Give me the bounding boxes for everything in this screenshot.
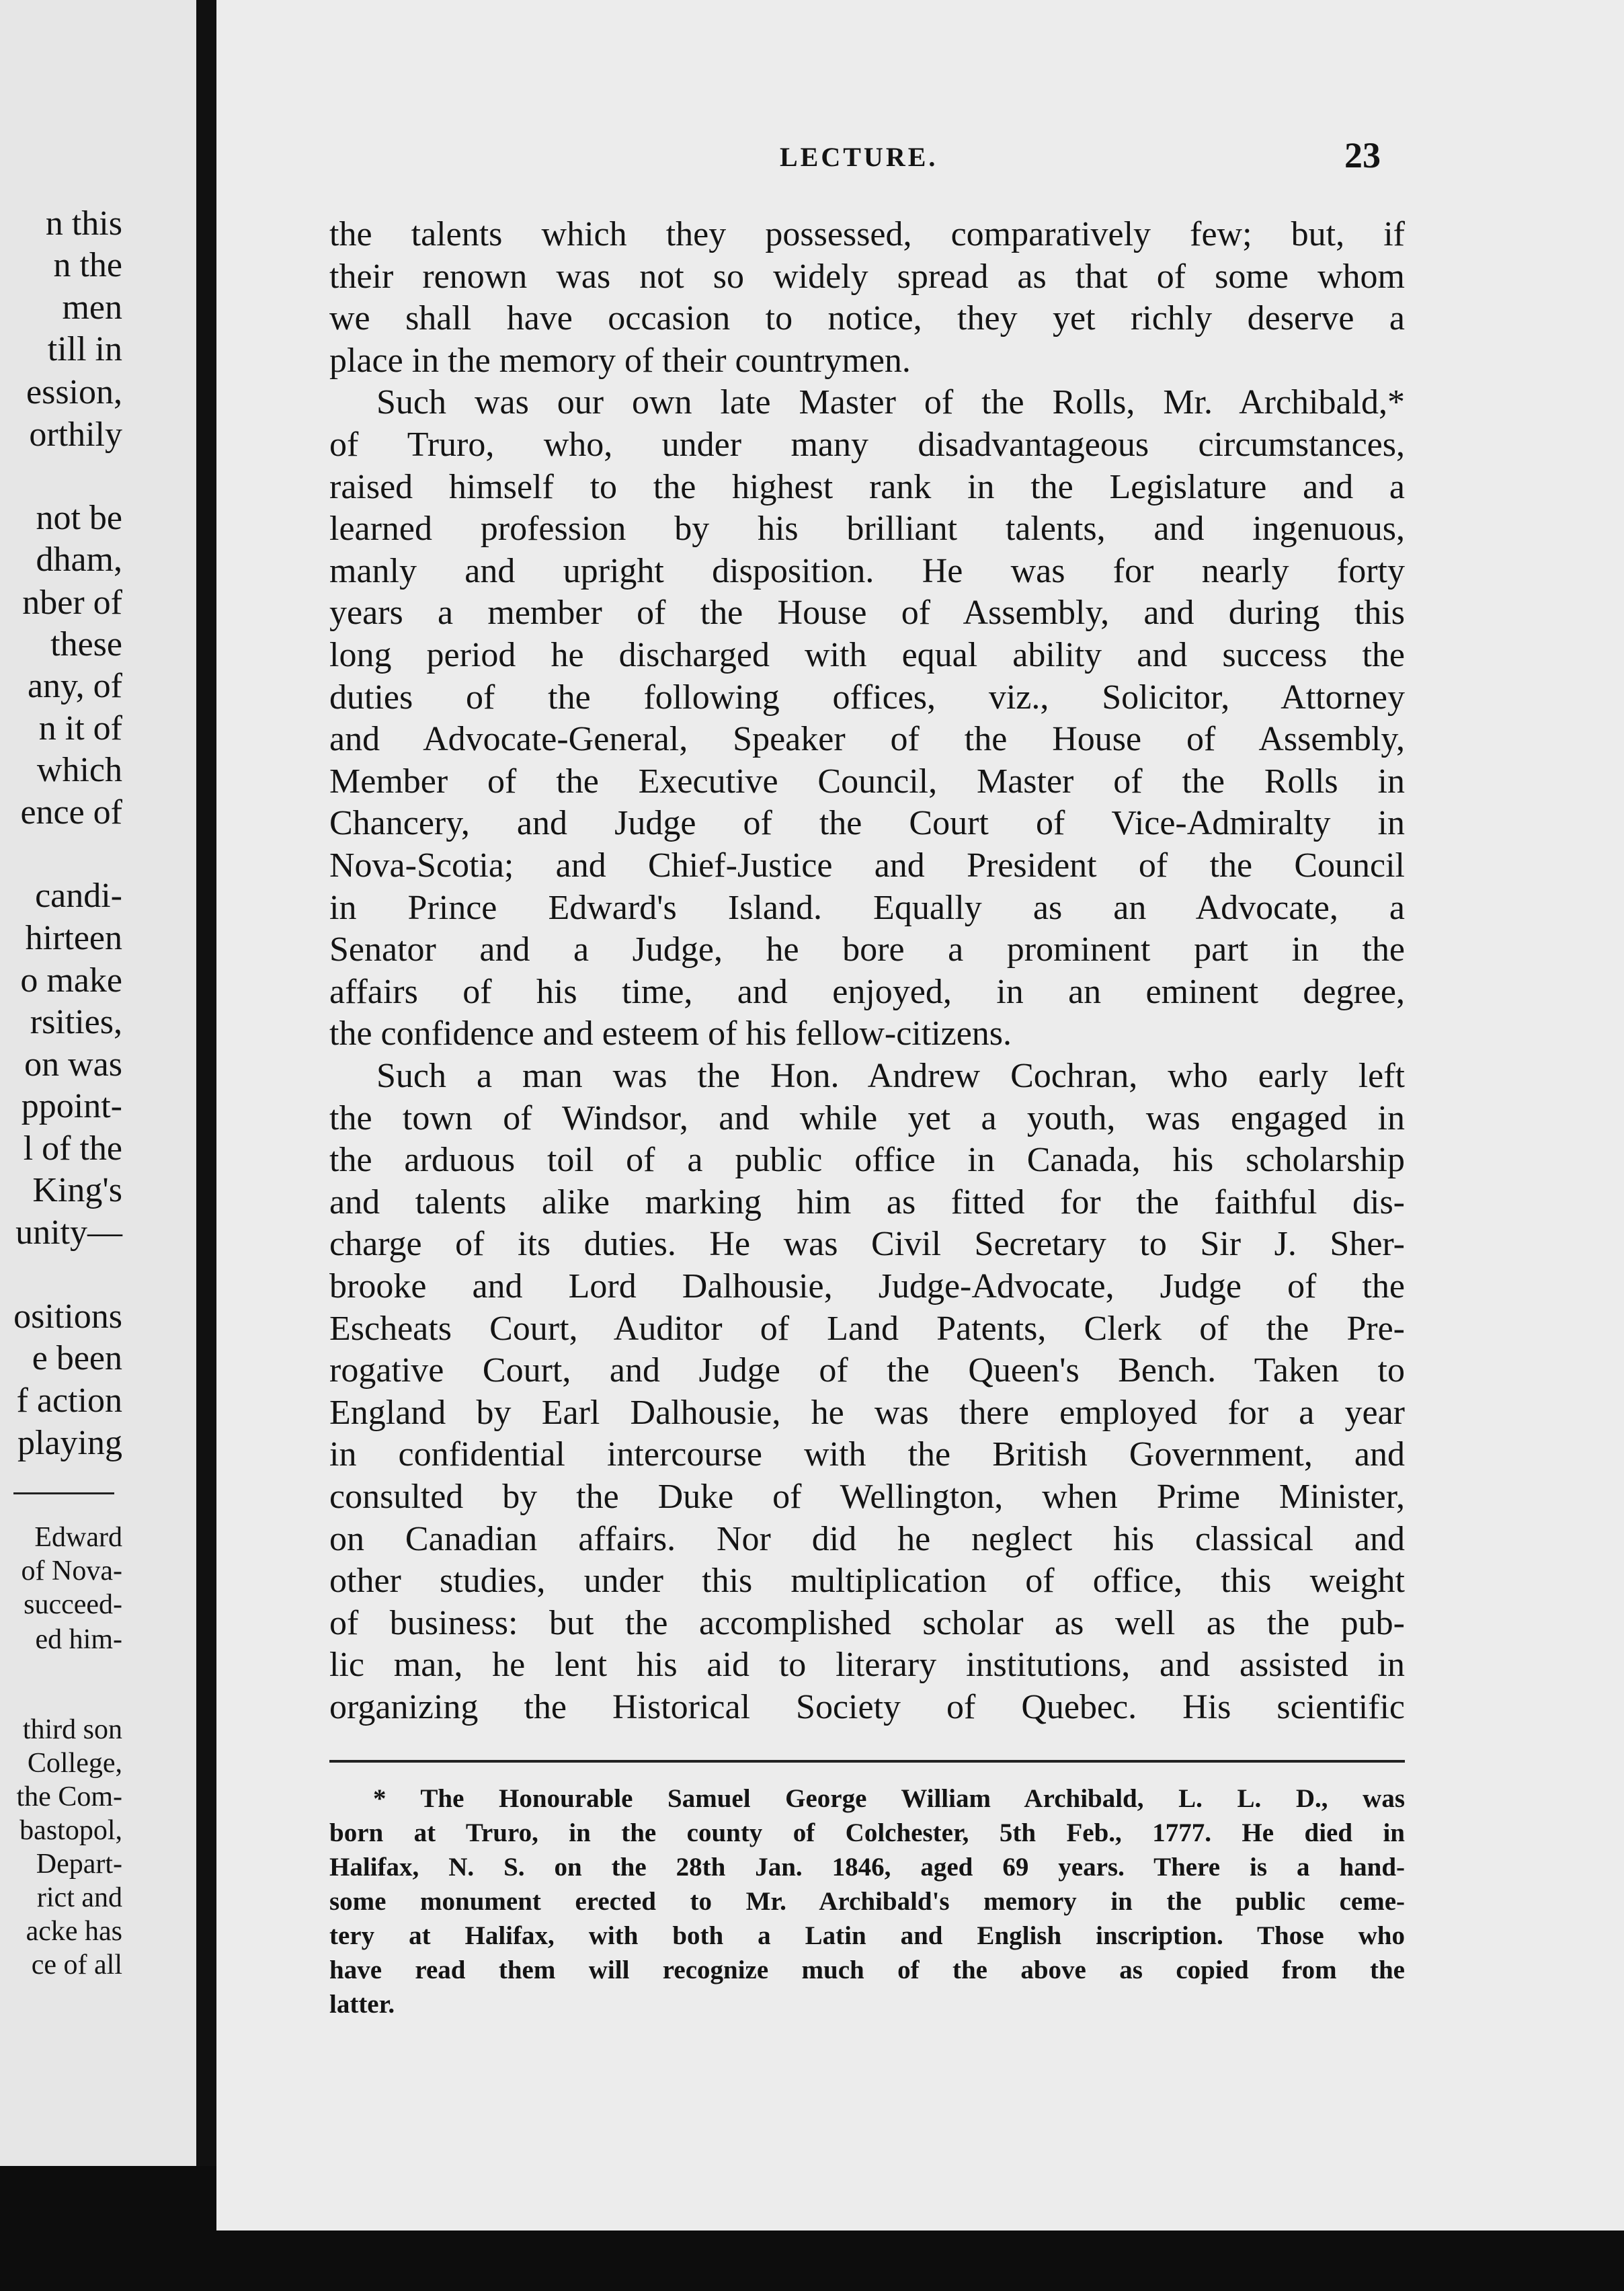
- left-footnote-line: bastopol,: [19, 1815, 122, 1846]
- left-line: till in: [47, 330, 122, 368]
- body-line: in confidential intercourse with the British Government, and: [329, 1435, 1405, 1474]
- left-line: rsities,: [30, 1003, 122, 1041]
- body-line: Member of the Executive Council, Master of the Rolls in: [329, 762, 1405, 801]
- body-line: in Prince Edward's Island. Equally as an Advocate, a: [329, 888, 1405, 927]
- body-line: Such a man was the Hon. Andrew Cochran, who early left: [376, 1057, 1405, 1095]
- body-line: we shall have occasion to notice, they yet richly deserve a: [329, 299, 1405, 338]
- page-gutter: [196, 0, 216, 2166]
- body-line: England by Earl Dalhousie, he was there employed for a year: [329, 1393, 1405, 1432]
- body-line: consulted by the Duke of Wellington, when Prime Minister,: [329, 1478, 1405, 1516]
- left-line: l of the: [23, 1129, 122, 1168]
- running-head: LECTURE.: [780, 142, 938, 172]
- body-line: manly and upright disposition. He was for nearly forty: [329, 551, 1405, 590]
- footnote-line: some monument erected to Mr. Archibald's memory in the public ceme-: [329, 1887, 1405, 1916]
- left-line: n the: [53, 246, 122, 284]
- body-line: their renown was not so widely spread as that of some whom: [329, 257, 1405, 296]
- body-line: and talents alike marking him as fitted for the faithful dis-: [329, 1182, 1405, 1221]
- left-line: ppoint-: [21, 1087, 122, 1125]
- body-line: other studies, under this multiplication of office, this weight: [329, 1562, 1405, 1601]
- body-line: charge of its duties. He was Civil Secretary to Sir J. Sher-: [329, 1225, 1405, 1264]
- left-line: n it of: [38, 709, 122, 748]
- body-line: Senator and a Judge, he bore a prominent part in the: [329, 930, 1405, 969]
- body-line: Such was our own late Master of the Rolls, Mr. Archibald,*: [376, 383, 1405, 422]
- left-line: not be: [36, 499, 122, 537]
- footnote-line: have read them will recognize much of the above as copied from the: [329, 1956, 1405, 1984]
- footnote-line: latter.: [329, 1990, 395, 2019]
- left-line: o make: [20, 961, 122, 1000]
- footnote-line: Halifax, N. S. on the 28th Jan. 1846, aged 69 years. There is a hand-: [329, 1853, 1405, 1882]
- left-footnote-rule: [13, 1492, 114, 1494]
- body-line: lic man, he lent his aid to literary institutions, and assisted in: [329, 1646, 1405, 1685]
- left-line: any, of: [27, 667, 122, 705]
- left-line: candi-: [35, 877, 122, 915]
- body-line: the talents which they possessed, comparatively few; but, if: [329, 215, 1405, 253]
- body-line: raised himself to the highest rank in the Legislature and a: [329, 467, 1405, 506]
- left-line: e been: [32, 1339, 122, 1377]
- left-footnote-line: the Com-: [16, 1781, 122, 1812]
- left-footnote-line: ce of all: [31, 1950, 122, 1980]
- body-line: the arduous toil of a public office in Canada, his scholarship: [329, 1141, 1405, 1180]
- left-line: f action: [16, 1381, 122, 1420]
- body-line: years a member of the House of Assembly, and during this: [329, 594, 1405, 633]
- body-line: organizing the Historical Society of Quebec. His scientific: [329, 1688, 1405, 1726]
- body-line: on Canadian affairs. Nor did he neglect his classical and: [329, 1519, 1405, 1558]
- body-line: place in the memory of their countrymen.: [329, 341, 911, 380]
- body-line: affairs of his time, and enjoyed, in an eminent degree,: [329, 972, 1405, 1011]
- left-line: these: [50, 625, 122, 664]
- left-line: hirteen: [25, 919, 122, 957]
- left-line: on was: [24, 1045, 122, 1084]
- left-line: King's: [32, 1171, 122, 1209]
- body-line: of Truro, who, under many disadvantageous circumstances,: [329, 426, 1405, 464]
- left-footnote-line: acke has: [26, 1916, 122, 1947]
- left-footnote-line: succeed-: [24, 1589, 122, 1620]
- body-line: duties of the following offices, viz., Solicitor, Attorney: [329, 678, 1405, 717]
- left-line: unity—: [15, 1213, 122, 1252]
- left-line: ession,: [26, 373, 122, 411]
- left-line: orthily: [29, 415, 122, 454]
- left-line: men: [62, 288, 122, 327]
- left-footnote-line: Edward: [34, 1522, 122, 1553]
- body-line: Escheats Court, Auditor of Land Patents, Clerk of the Pre-: [329, 1309, 1405, 1348]
- body-line: Nova-Scotia; and Chief-Justice and President of the Council: [329, 846, 1405, 885]
- footnote-line: born at Truro, in the county of Colchester, 5th Feb., 1777. He died in: [329, 1818, 1405, 1847]
- left-line: nber of: [22, 584, 122, 622]
- body-line: the town of Windsor, and while yet a youth, was engaged in: [329, 1098, 1405, 1137]
- left-footnote-line: ed him-: [35, 1624, 122, 1655]
- left-footnote-line: College,: [27, 1748, 122, 1779]
- left-line: which: [36, 751, 122, 789]
- footnote-line: tery at Halifax, with both a Latin and English inscription. Those who: [329, 1921, 1405, 1950]
- left-line: n this: [45, 204, 122, 243]
- left-footnote-line: of Nova-: [21, 1556, 122, 1586]
- left-line: dham,: [36, 540, 122, 579]
- body-line: learned profession by his brilliant talents, and ingenuous,: [329, 510, 1405, 549]
- page-number: 23: [1344, 135, 1381, 175]
- left-footnote-line: third son: [22, 1714, 122, 1745]
- left-footnote-line: rict and: [36, 1882, 122, 1913]
- body-line: long period he discharged with equal ability and success the: [329, 636, 1405, 674]
- footnote-rule: [329, 1760, 1405, 1763]
- left-line: playing: [17, 1424, 122, 1462]
- left-line: ositions: [13, 1297, 122, 1336]
- left-footnote-line: Depart-: [36, 1849, 122, 1880]
- footnote-line: * The Honourable Samuel George William Archibald, L. L. D., was: [373, 1784, 1405, 1813]
- left-page-fragment: [0, 0, 196, 2166]
- body-line: the confidence and esteem of his fellow-citizens.: [329, 1014, 1012, 1053]
- body-line: Chancery, and Judge of the Court of Vice-Admiralty in: [329, 804, 1405, 843]
- body-line: rogative Court, and Judge of the Queen's Bench. Taken to: [329, 1351, 1405, 1390]
- left-line: ence of: [20, 793, 122, 832]
- body-line: of business: but the accomplished scholar as well as the pub-: [329, 1603, 1405, 1642]
- body-line: and Advocate-General, Speaker of the House of Assembly,: [329, 720, 1405, 759]
- body-line: brooke and Lord Dalhousie, Judge-Advocate, Judge of the: [329, 1267, 1405, 1305]
